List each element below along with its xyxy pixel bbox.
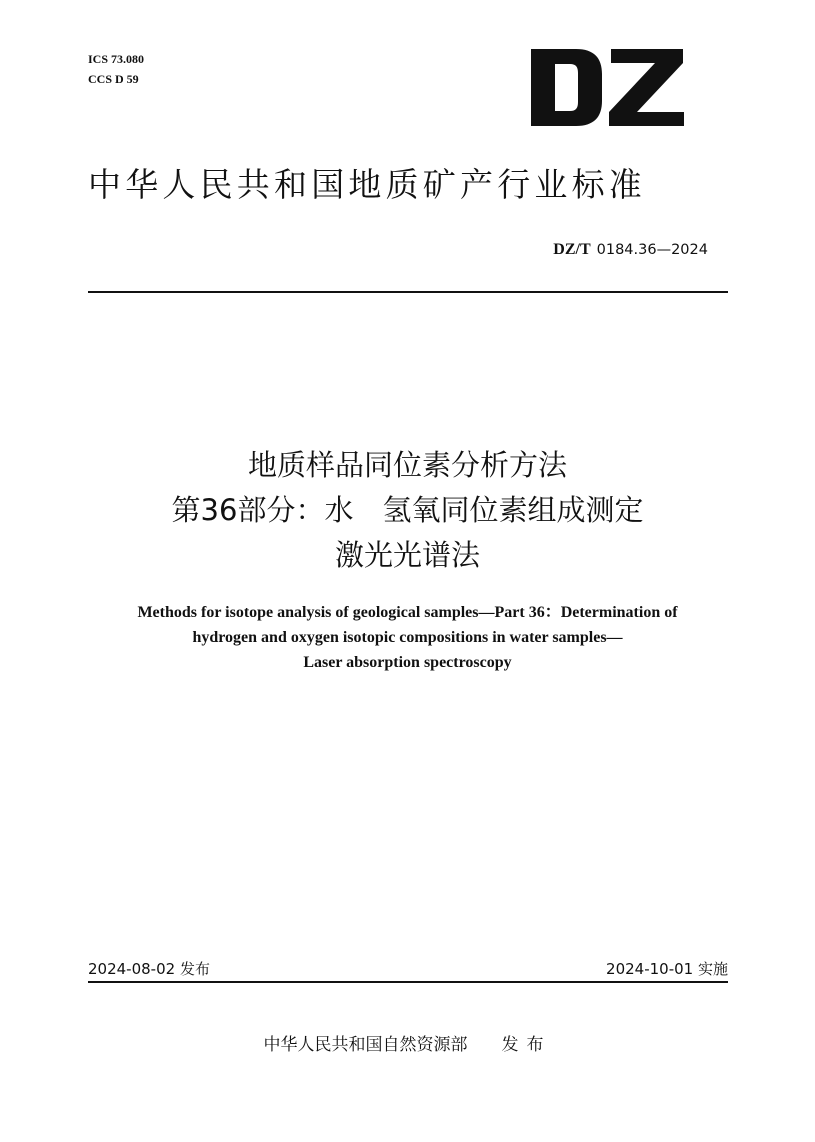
ccs-code: CCS D 59 [88,72,139,86]
chinese-title [60,443,755,578]
standard-prefix: DZ/T [553,241,591,258]
chinese-title-line-3: 激光光谱法 [334,538,480,572]
standard-category: 中华人民共和国地质矿产行业标准 [88,165,646,204]
english-title-line-1: Methods for isotope analysis of geological samples—Part 36：Determination of [137,604,678,621]
chinese-title-line-2: 第36部分：水 氢氧同位素组成测定 [171,493,644,527]
english-title-line-2: hydrogen and oxygen isotopic compositions in water samples— [192,629,623,646]
publisher-name: 中华人民共和国自然资源部 [263,1035,468,1055]
bottom-divider [88,981,728,983]
chinese-title-line-1: 地质样品同位素分析方法 [247,448,567,482]
top-divider [88,291,728,293]
english-title-line-3: Laser absorption spectroscopy [303,654,512,671]
issue-date: 2024-08-02 发布 [88,960,210,978]
implementation-date: 2024-10-01 实施 [606,960,728,978]
ics-code: ICS 73.080 [88,52,145,66]
publisher-verb: 发布 [501,1035,552,1055]
english-title [60,600,755,675]
standard-number [553,238,708,261]
classification-codes [88,49,144,89]
dz-logo [528,48,686,127]
standard-code: 0184.36—2024 [596,242,708,258]
publisher [0,1032,815,1058]
